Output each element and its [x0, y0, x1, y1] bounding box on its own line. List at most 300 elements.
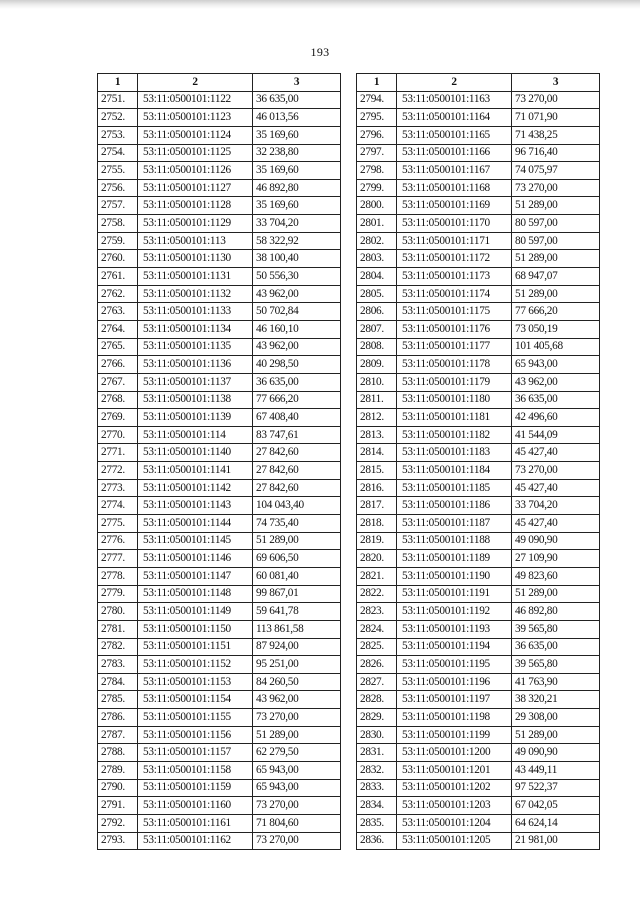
table-row — [357, 91, 600, 109]
row-number-cell: 2761. — [98, 268, 138, 286]
cadastral-number-cell: 53:11:0500101:1158 — [138, 761, 253, 779]
header-row — [98, 74, 341, 92]
cadastral-number-cell: 53:11:0500101:1204 — [397, 814, 512, 832]
row-number-cell: 2830. — [357, 726, 397, 744]
table-row — [357, 779, 600, 797]
row-number-cell: 2811. — [357, 391, 397, 409]
cadastral-number-cell: 53:11:0500101:1145 — [138, 532, 253, 550]
row-number-cell: 2802. — [357, 232, 397, 250]
cadastral-number-cell: 53:11:0500101:1141 — [138, 462, 253, 480]
table-row — [357, 444, 600, 462]
header-cell-number: 1 — [98, 74, 138, 92]
value-cell: 113 861,58 — [253, 620, 341, 638]
row-number-cell: 2797. — [357, 144, 397, 162]
value-cell: 97 522,37 — [512, 779, 600, 797]
table-row — [357, 250, 600, 268]
value-cell: 60 081,40 — [253, 567, 341, 585]
value-cell: 84 260,50 — [253, 673, 341, 691]
row-number-cell: 2763. — [98, 303, 138, 321]
table-row — [98, 585, 341, 603]
value-cell: 35 169,60 — [253, 162, 341, 180]
table-row — [357, 585, 600, 603]
value-cell: 51 289,00 — [512, 285, 600, 303]
table-row — [357, 373, 600, 391]
row-number-cell: 2782. — [98, 638, 138, 656]
table-row — [357, 814, 600, 832]
row-number-cell: 2835. — [357, 814, 397, 832]
table-row — [98, 797, 341, 815]
value-cell: 36 635,00 — [253, 373, 341, 391]
value-cell: 87 924,00 — [253, 638, 341, 656]
row-number-cell: 2765. — [98, 338, 138, 356]
table-row — [98, 320, 341, 338]
cadastral-number-cell: 53:11:0500101:1185 — [397, 479, 512, 497]
row-number-cell: 2815. — [357, 462, 397, 480]
table-row — [98, 497, 341, 515]
row-number-cell: 2783. — [98, 656, 138, 674]
cadastral-number-cell: 53:11:0500101:1198 — [397, 709, 512, 727]
value-cell: 101 405,68 — [512, 338, 600, 356]
cadastral-number-cell: 53:11:0500101:1175 — [397, 303, 512, 321]
row-number-cell: 2789. — [98, 761, 138, 779]
value-cell: 45 427,40 — [512, 479, 600, 497]
table-row — [98, 409, 341, 427]
value-cell: 74 735,40 — [253, 515, 341, 533]
table-row — [357, 620, 600, 638]
table-row — [98, 91, 341, 109]
row-number-cell: 2805. — [357, 285, 397, 303]
left-table — [97, 73, 341, 850]
row-number-cell: 2775. — [98, 515, 138, 533]
table-row — [98, 356, 341, 374]
table-row — [357, 409, 600, 427]
table-row — [357, 709, 600, 727]
row-number-cell: 2794. — [357, 91, 397, 109]
value-cell: 50 556,30 — [253, 268, 341, 286]
row-number-cell: 2821. — [357, 567, 397, 585]
row-number-cell: 2788. — [98, 744, 138, 762]
row-number-cell: 2813. — [357, 426, 397, 444]
value-cell: 39 565,80 — [512, 620, 600, 638]
row-number-cell: 2752. — [98, 109, 138, 127]
value-cell: 67 408,40 — [253, 409, 341, 427]
cadastral-number-cell: 53:11:0500101:1173 — [397, 268, 512, 286]
row-number-cell: 2781. — [98, 620, 138, 638]
value-cell: 71 804,60 — [253, 814, 341, 832]
value-cell: 73 270,00 — [253, 709, 341, 727]
cadastral-number-cell: 53:11:0500101:1190 — [397, 567, 512, 585]
cadastral-number-cell: 53:11:0500101:1140 — [138, 444, 253, 462]
cadastral-number-cell: 53:11:0500101:1171 — [397, 232, 512, 250]
row-number-cell: 2803. — [357, 250, 397, 268]
cadastral-number-cell: 53:11:0500101:1136 — [138, 356, 253, 374]
row-number-cell: 2773. — [98, 479, 138, 497]
value-cell: 38 100,40 — [253, 250, 341, 268]
cadastral-number-cell: 53:11:0500101:1183 — [397, 444, 512, 462]
table-row — [98, 338, 341, 356]
table-row — [357, 515, 600, 533]
row-number-cell: 2768. — [98, 391, 138, 409]
table-row — [357, 673, 600, 691]
value-cell: 49 823,60 — [512, 567, 600, 585]
cadastral-number-cell: 53:11:0500101:1179 — [397, 373, 512, 391]
table-row — [357, 691, 600, 709]
value-cell: 45 427,40 — [512, 515, 600, 533]
table-row — [357, 426, 600, 444]
table-row — [357, 726, 600, 744]
cadastral-number-cell: 53:11:0500101:1169 — [397, 197, 512, 215]
value-cell: 51 289,00 — [512, 250, 600, 268]
row-number-cell: 2801. — [357, 215, 397, 233]
table-row — [98, 462, 341, 480]
value-cell: 73 270,00 — [512, 462, 600, 480]
cadastral-number-cell: 53:11:0500101:1170 — [397, 215, 512, 233]
value-cell: 68 947,07 — [512, 268, 600, 286]
row-number-cell: 2758. — [98, 215, 138, 233]
cadastral-number-cell: 53:11:0500101:1146 — [138, 550, 253, 568]
cadastral-number-cell: 53:11:0500101:1137 — [138, 373, 253, 391]
row-number-cell: 2779. — [98, 585, 138, 603]
cadastral-number-cell: 53:11:0500101:1177 — [397, 338, 512, 356]
value-cell: 27 842,60 — [253, 479, 341, 497]
cadastral-number-cell: 53:11:0500101:1149 — [138, 603, 253, 621]
header-cell-value: 3 — [512, 74, 600, 92]
table-row — [98, 285, 341, 303]
table-row — [98, 761, 341, 779]
table-row — [357, 285, 600, 303]
table-row — [98, 515, 341, 533]
table-row — [98, 232, 341, 250]
value-cell: 39 565,80 — [512, 656, 600, 674]
table-row — [357, 603, 600, 621]
cadastral-number-cell: 53:11:0500101:1148 — [138, 585, 253, 603]
value-cell: 45 427,40 — [512, 444, 600, 462]
cadastral-number-cell: 53:11:0500101:1187 — [397, 515, 512, 533]
header-cell-cadastral: 2 — [138, 74, 253, 92]
row-number-cell: 2778. — [98, 567, 138, 585]
value-cell: 67 042,05 — [512, 797, 600, 815]
value-cell: 43 962,00 — [512, 373, 600, 391]
table-row — [98, 303, 341, 321]
value-cell: 46 892,80 — [253, 179, 341, 197]
value-cell: 95 251,00 — [253, 656, 341, 674]
row-number-cell: 2767. — [98, 373, 138, 391]
value-cell: 41 763,90 — [512, 673, 600, 691]
value-cell: 73 270,00 — [512, 91, 600, 109]
value-cell: 74 075,97 — [512, 162, 600, 180]
cadastral-number-cell: 53:11:0500101:1191 — [397, 585, 512, 603]
cadastral-number-cell: 53:11:0500101:1189 — [397, 550, 512, 568]
table-row — [357, 215, 600, 233]
value-cell: 42 496,60 — [512, 409, 600, 427]
value-cell: 58 322,92 — [253, 232, 341, 250]
cadastral-number-cell: 53:11:0500101:1192 — [397, 603, 512, 621]
cadastral-number-cell: 53:11:0500101:1199 — [397, 726, 512, 744]
row-number-cell: 2804. — [357, 268, 397, 286]
table-row — [98, 373, 341, 391]
row-number-cell: 2824. — [357, 620, 397, 638]
cadastral-number-cell: 53:11:0500101:1123 — [138, 109, 253, 127]
cadastral-number-cell: 53:11:0500101:1194 — [397, 638, 512, 656]
value-cell: 77 666,20 — [512, 303, 600, 321]
row-number-cell: 2766. — [98, 356, 138, 374]
cadastral-number-cell: 53:11:0500101:1124 — [138, 126, 253, 144]
table-row — [98, 532, 341, 550]
row-number-cell: 2751. — [98, 91, 138, 109]
value-cell: 80 597,00 — [512, 215, 600, 233]
row-number-cell: 2786. — [98, 709, 138, 727]
value-cell: 51 289,00 — [253, 532, 341, 550]
value-cell: 59 641,78 — [253, 603, 341, 621]
table-row — [357, 162, 600, 180]
header-cell-cadastral: 2 — [397, 74, 512, 92]
cadastral-number-cell: 53:11:0500101:1128 — [138, 197, 253, 215]
table-row — [357, 391, 600, 409]
row-number-cell: 2833. — [357, 779, 397, 797]
table-row — [98, 126, 341, 144]
table-row — [98, 550, 341, 568]
row-number-cell: 2832. — [357, 761, 397, 779]
value-cell: 73 270,00 — [253, 832, 341, 850]
table-row — [98, 215, 341, 233]
table-row — [98, 426, 341, 444]
cadastral-number-cell: 53:11:0500101:1186 — [397, 497, 512, 515]
value-cell: 27 109,90 — [512, 550, 600, 568]
cadastral-number-cell: 53:11:0500101:1134 — [138, 320, 253, 338]
table-row — [357, 303, 600, 321]
row-number-cell: 2817. — [357, 497, 397, 515]
cadastral-number-cell: 53:11:0500101:1201 — [397, 761, 512, 779]
table-row — [98, 444, 341, 462]
row-number-cell: 2799. — [357, 179, 397, 197]
cadastral-number-cell: 53:11:0500101:1172 — [397, 250, 512, 268]
cadastral-number-cell: 53:11:0500101:1157 — [138, 744, 253, 762]
row-number-cell: 2819. — [357, 532, 397, 550]
row-number-cell: 2755. — [98, 162, 138, 180]
value-cell: 51 289,00 — [512, 585, 600, 603]
table-row — [357, 532, 600, 550]
left-table-body — [98, 91, 341, 850]
row-number-cell: 2822. — [357, 585, 397, 603]
value-cell: 83 747,61 — [253, 426, 341, 444]
cadastral-number-cell: 53:11:0500101:1150 — [138, 620, 253, 638]
cadastral-number-cell: 53:11:0500101:1180 — [397, 391, 512, 409]
value-cell: 38 320,21 — [512, 691, 600, 709]
cadastral-number-cell: 53:11:0500101:1202 — [397, 779, 512, 797]
table-row — [98, 391, 341, 409]
cadastral-number-cell: 53:11:0500101:1155 — [138, 709, 253, 727]
row-number-cell: 2808. — [357, 338, 397, 356]
value-cell: 29 308,00 — [512, 709, 600, 727]
value-cell: 77 666,20 — [253, 391, 341, 409]
cadastral-number-cell: 53:11:0500101:1193 — [397, 620, 512, 638]
row-number-cell: 2828. — [357, 691, 397, 709]
row-number-cell: 2770. — [98, 426, 138, 444]
value-cell: 65 943,00 — [512, 356, 600, 374]
row-number-cell: 2806. — [357, 303, 397, 321]
cadastral-number-cell: 53:11:0500101:1195 — [397, 656, 512, 674]
row-number-cell: 2791. — [98, 797, 138, 815]
cadastral-number-cell: 53:11:0500101:1176 — [397, 320, 512, 338]
cadastral-number-cell: 53:11:0500101:1156 — [138, 726, 253, 744]
table-row — [357, 744, 600, 762]
table-row — [98, 179, 341, 197]
row-number-cell: 2785. — [98, 691, 138, 709]
table-row — [98, 744, 341, 762]
table-row — [98, 109, 341, 127]
table-row — [98, 620, 341, 638]
value-cell: 51 289,00 — [512, 197, 600, 215]
table-row — [357, 144, 600, 162]
cadastral-number-cell: 53:11:0500101:1160 — [138, 797, 253, 815]
table-row — [357, 197, 600, 215]
cadastral-number-cell: 53:11:0500101:1147 — [138, 567, 253, 585]
table-row — [357, 832, 600, 850]
cadastral-number-cell: 53:11:0500101:1174 — [397, 285, 512, 303]
value-cell: 99 867,01 — [253, 585, 341, 603]
cadastral-number-cell: 53:11:0500101:1182 — [397, 426, 512, 444]
table-row — [357, 268, 600, 286]
table-row — [357, 179, 600, 197]
value-cell: 49 090,90 — [512, 744, 600, 762]
row-number-cell: 2796. — [357, 126, 397, 144]
table-row — [357, 656, 600, 674]
row-number-cell: 2760. — [98, 250, 138, 268]
header-cell-value: 3 — [253, 74, 341, 92]
value-cell: 104 043,40 — [253, 497, 341, 515]
table-row — [357, 320, 600, 338]
row-number-cell: 2825. — [357, 638, 397, 656]
value-cell: 65 943,00 — [253, 761, 341, 779]
cadastral-number-cell: 53:11:0500101:114 — [138, 426, 253, 444]
value-cell: 62 279,50 — [253, 744, 341, 762]
cadastral-number-cell: 53:11:0500101:1130 — [138, 250, 253, 268]
cadastral-number-cell: 53:11:0500101:1164 — [397, 109, 512, 127]
table-row — [98, 726, 341, 744]
cadastral-number-cell: 53:11:0500101:1154 — [138, 691, 253, 709]
row-number-cell: 2764. — [98, 320, 138, 338]
header-row — [357, 74, 600, 92]
cadastral-number-cell: 53:11:0500101:1196 — [397, 673, 512, 691]
table-row — [98, 638, 341, 656]
row-number-cell: 2757. — [98, 197, 138, 215]
table-row — [357, 109, 600, 127]
table-row — [98, 197, 341, 215]
cadastral-number-cell: 53:11:0500101:113 — [138, 232, 253, 250]
row-number-cell: 2769. — [98, 409, 138, 427]
value-cell: 65 943,00 — [253, 779, 341, 797]
header-cell-number: 1 — [357, 74, 397, 92]
cadastral-number-cell: 53:11:0500101:1152 — [138, 656, 253, 674]
cadastral-number-cell: 53:11:0500101:1143 — [138, 497, 253, 515]
value-cell: 73 270,00 — [512, 179, 600, 197]
row-number-cell: 2809. — [357, 356, 397, 374]
row-number-cell: 2784. — [98, 673, 138, 691]
cadastral-number-cell: 53:11:0500101:1162 — [138, 832, 253, 850]
row-number-cell: 2753. — [98, 126, 138, 144]
value-cell: 36 635,00 — [253, 91, 341, 109]
row-number-cell: 2756. — [98, 179, 138, 197]
table-row — [357, 638, 600, 656]
table-row — [98, 832, 341, 850]
row-number-cell: 2816. — [357, 479, 397, 497]
value-cell: 36 635,00 — [512, 638, 600, 656]
row-number-cell: 2795. — [357, 109, 397, 127]
value-cell: 51 289,00 — [512, 726, 600, 744]
value-cell: 71 438,25 — [512, 126, 600, 144]
cadastral-number-cell: 53:11:0500101:1203 — [397, 797, 512, 815]
value-cell: 33 704,20 — [253, 215, 341, 233]
table-row — [357, 797, 600, 815]
table-row — [357, 356, 600, 374]
page-number: 193 — [310, 45, 330, 59]
value-cell: 49 090,90 — [512, 532, 600, 550]
cadastral-number-cell: 53:11:0500101:1127 — [138, 179, 253, 197]
cadastral-number-cell: 53:11:0500101:1126 — [138, 162, 253, 180]
table-row — [357, 126, 600, 144]
cadastral-number-cell: 53:11:0500101:1168 — [397, 179, 512, 197]
table-row — [98, 709, 341, 727]
row-number-cell: 2792. — [98, 814, 138, 832]
value-cell: 21 981,00 — [512, 832, 600, 850]
cadastral-number-cell: 53:11:0500101:1197 — [397, 691, 512, 709]
cadastral-number-cell: 53:11:0500101:1139 — [138, 409, 253, 427]
cadastral-number-cell: 53:11:0500101:1131 — [138, 268, 253, 286]
right-table — [356, 73, 600, 850]
cadastral-number-cell: 53:11:0500101:1163 — [397, 91, 512, 109]
value-cell: 73 270,00 — [253, 797, 341, 815]
cadastral-number-cell: 53:11:0500101:1125 — [138, 144, 253, 162]
table-row — [98, 162, 341, 180]
table-row — [98, 691, 341, 709]
value-cell: 64 624,14 — [512, 814, 600, 832]
row-number-cell: 2762. — [98, 285, 138, 303]
value-cell: 43 449,11 — [512, 761, 600, 779]
row-number-cell: 2831. — [357, 744, 397, 762]
right-table-body — [357, 91, 600, 850]
row-number-cell: 2812. — [357, 409, 397, 427]
row-number-cell: 2798. — [357, 162, 397, 180]
table-row — [357, 550, 600, 568]
row-number-cell: 2780. — [98, 603, 138, 621]
cadastral-number-cell: 53:11:0500101:1122 — [138, 91, 253, 109]
row-number-cell: 2759. — [98, 232, 138, 250]
cadastral-number-cell: 53:11:0500101:1129 — [138, 215, 253, 233]
row-number-cell: 2793. — [98, 832, 138, 850]
value-cell: 96 716,40 — [512, 144, 600, 162]
cadastral-number-cell: 53:11:0500101:1133 — [138, 303, 253, 321]
table-row — [98, 250, 341, 268]
table-row — [98, 656, 341, 674]
cadastral-number-cell: 53:11:0500101:1167 — [397, 162, 512, 180]
value-cell: 41 544,09 — [512, 426, 600, 444]
table-row — [98, 268, 341, 286]
value-cell: 43 962,00 — [253, 691, 341, 709]
cadastral-number-cell: 53:11:0500101:1184 — [397, 462, 512, 480]
cadastral-number-cell: 53:11:0500101:1151 — [138, 638, 253, 656]
row-number-cell: 2754. — [98, 144, 138, 162]
row-number-cell: 2829. — [357, 709, 397, 727]
cadastral-number-cell: 53:11:0500101:1188 — [397, 532, 512, 550]
cadastral-number-cell: 53:11:0500101:1161 — [138, 814, 253, 832]
row-number-cell: 2827. — [357, 673, 397, 691]
table-row — [98, 814, 341, 832]
cadastral-number-cell: 53:11:0500101:1205 — [397, 832, 512, 850]
value-cell: 71 071,90 — [512, 109, 600, 127]
cadastral-number-cell: 53:11:0500101:1132 — [138, 285, 253, 303]
row-number-cell: 2823. — [357, 603, 397, 621]
scan-edge — [0, 0, 640, 9]
